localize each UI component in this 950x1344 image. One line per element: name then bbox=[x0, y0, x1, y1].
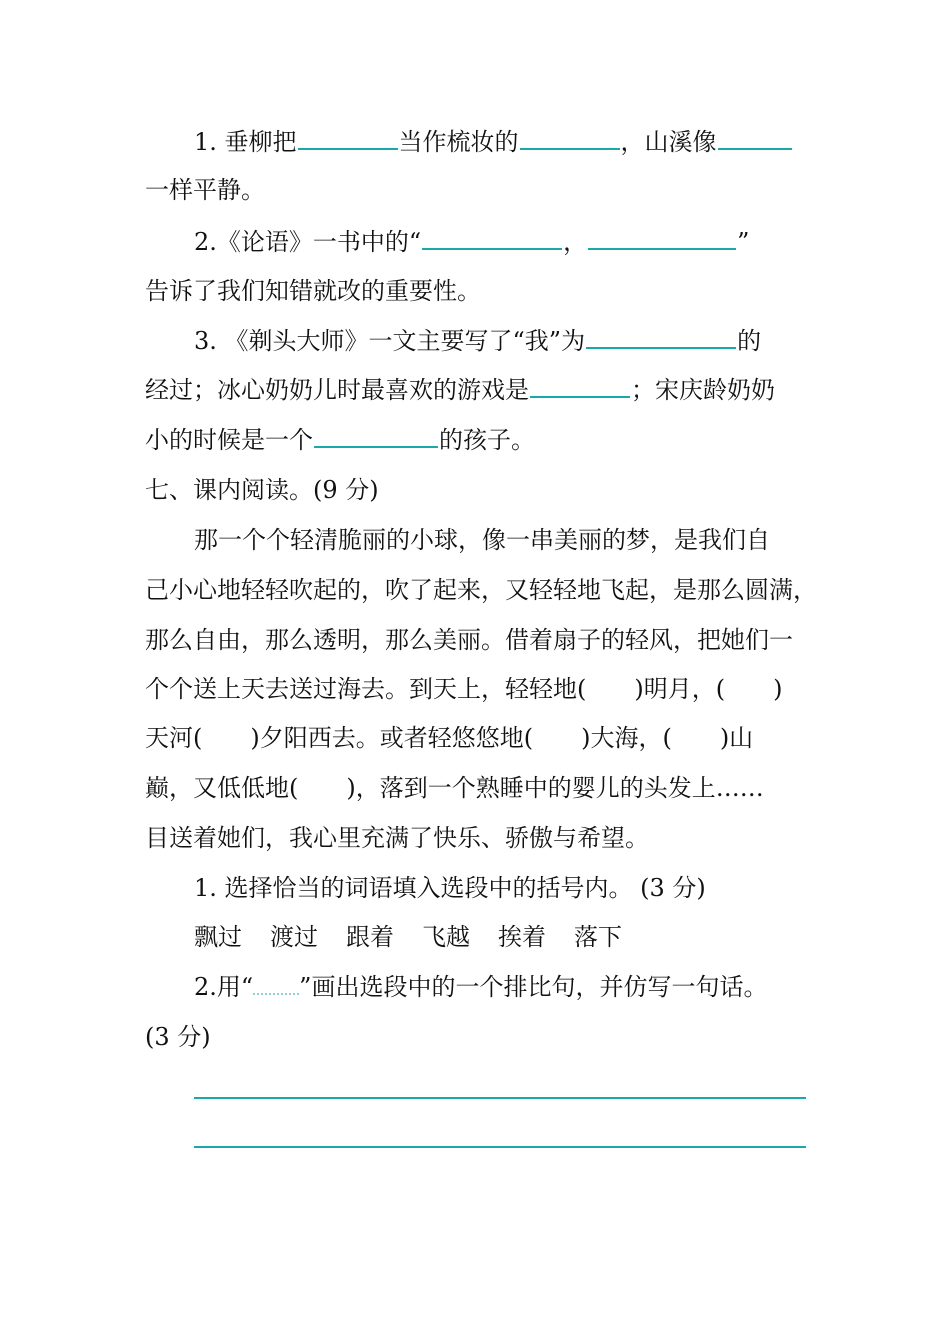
section7-heading: 七、课内阅读。(9 分) bbox=[145, 476, 379, 504]
q6-item2-suffix: ” bbox=[737, 228, 750, 256]
q6-item3-prefix: 3. 《剃头大师》一文主要写了“我”为 bbox=[194, 327, 586, 355]
word-option: 飘过 bbox=[194, 923, 242, 951]
q6-item1-line2: 一样平静。 bbox=[145, 176, 265, 204]
q6-item2-prefix: 2.《论语》一书中的“ bbox=[194, 228, 422, 256]
q7-2-prompt bbox=[194, 971, 767, 1003]
q6-item1-mid2: ，山溪像 bbox=[620, 128, 717, 156]
fill-blank[interactable] bbox=[718, 126, 792, 150]
wavy-underline-sample bbox=[253, 975, 299, 995]
q6-item2-mid: ， bbox=[563, 228, 588, 256]
passage-line: 目送着她们，我心里充满了快乐、骄傲与希望。 bbox=[145, 824, 649, 852]
q6-item3-line1 bbox=[194, 325, 761, 357]
fill-blank[interactable] bbox=[588, 226, 736, 250]
q6-item3-suffix: 的 bbox=[737, 327, 762, 355]
fill-blank[interactable] bbox=[298, 126, 398, 150]
answer-line[interactable] bbox=[194, 1097, 806, 1099]
passage-line: 天河( )夕阳西去。或者轻悠悠地( )大海，( )山 bbox=[145, 724, 754, 752]
q6-item2-line1 bbox=[194, 226, 749, 258]
fill-blank[interactable] bbox=[314, 424, 438, 448]
passage-line: 那么自由，那么透明，那么美丽。借着扇子的轻风，把她们一 bbox=[145, 626, 793, 654]
q6-item1-line1 bbox=[194, 126, 793, 158]
word-option: 落下 bbox=[574, 923, 622, 951]
answer-line[interactable] bbox=[194, 1146, 806, 1148]
fill-blank[interactable] bbox=[530, 374, 630, 398]
word-options bbox=[194, 921, 622, 953]
passage-line: 个个送上天去送过海去。到天上，轻轻地( )明月，( ) bbox=[145, 675, 783, 703]
q6-item3-line2b: ；宋庆龄奶奶 bbox=[631, 376, 775, 404]
passage-line: 巅，又低低地( )，落到一个熟睡中的婴儿的头发上…… bbox=[145, 774, 764, 802]
q6-item3-line3b: 的孩子。 bbox=[439, 426, 535, 454]
word-option: 跟着 bbox=[346, 923, 394, 951]
q6-item3-line2 bbox=[145, 374, 775, 406]
fill-blank[interactable] bbox=[422, 226, 562, 250]
word-option: 渡过 bbox=[270, 923, 318, 951]
fill-blank[interactable] bbox=[586, 325, 736, 349]
q6-item3-line2a: 经过；冰心奶奶儿时最喜欢的游戏是 bbox=[145, 376, 529, 404]
word-option: 挨着 bbox=[498, 923, 546, 951]
q6-item1-mid1: 当作梳妆的 bbox=[398, 128, 519, 156]
q7-2-points: (3 分) bbox=[145, 1023, 211, 1051]
q7-1-prompt: 1. 选择恰当的词语填入选段中的括号内。 (3 分) bbox=[194, 874, 706, 902]
word-option: 飞越 bbox=[422, 923, 470, 951]
q6-item2-line2: 告诉了我们知错就改的重要性。 bbox=[145, 277, 481, 305]
q6-item1-prefix: 1. 垂柳把 bbox=[194, 128, 297, 156]
q6-item3-line3a: 小的时候是一个 bbox=[145, 426, 313, 454]
q7-2-prefix: 2.用“ bbox=[194, 973, 254, 1001]
q6-item3-line3 bbox=[145, 424, 535, 456]
fill-blank[interactable] bbox=[520, 126, 620, 150]
passage-line: 己小心地轻轻吹起的，吹了起来，又轻轻地飞起，是那么圆满， bbox=[145, 576, 817, 604]
passage-line: 那一个个轻清脆丽的小球，像一串美丽的梦，是我们自 bbox=[194, 526, 770, 554]
q7-2-suffix: ”画出选段中的一个排比句，并仿写一句话。 bbox=[299, 973, 768, 1001]
